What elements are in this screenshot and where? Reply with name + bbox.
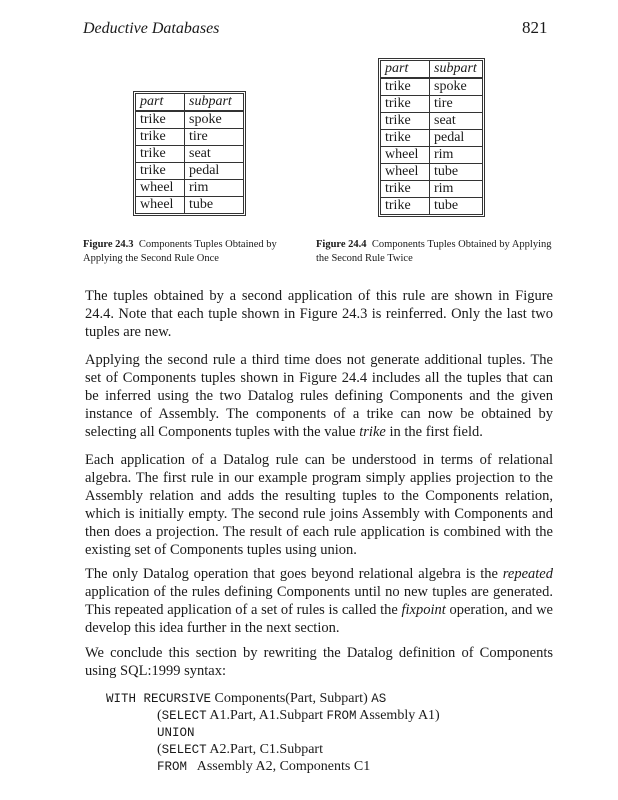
- table-row: [136, 111, 244, 129]
- cell-part: wheel: [381, 164, 430, 181]
- cell-subpart: seat: [185, 146, 244, 163]
- table-row: [136, 163, 244, 180]
- table-row: [136, 197, 244, 214]
- sql-line-2: [157, 707, 440, 725]
- cell-part: trike: [381, 181, 430, 198]
- sql-keyword: FROM: [326, 709, 357, 723]
- sql-text: Components(Part, Subpart): [211, 691, 372, 706]
- cell-part: trike: [136, 111, 185, 129]
- sql-text: Assembly A1): [356, 708, 440, 723]
- sql-keyword: SELECT: [161, 743, 207, 757]
- figure-24-4-caption: [316, 238, 556, 266]
- paragraph-text: application of the rules defining Components until no new tuples are generated. This repeated application of a set of rules is called the: [85, 584, 553, 618]
- page-number: 821: [522, 18, 548, 37]
- sql-text: (: [157, 742, 162, 757]
- paragraph-2: [85, 351, 553, 441]
- cell-part: wheel: [136, 197, 185, 214]
- cell-subpart: tube: [430, 164, 483, 181]
- table-header-row: [381, 61, 483, 79]
- cell-part: trike: [136, 129, 185, 146]
- sql-keyword: WITH RECURSIVE: [106, 692, 212, 706]
- table-row: [381, 96, 483, 113]
- paragraph-text: operation, and we develop this idea further in the next section.: [85, 602, 553, 636]
- column-header-subpart: subpart: [430, 61, 483, 79]
- cell-subpart: rim: [430, 181, 483, 198]
- table-row: [136, 146, 244, 163]
- paragraph-1: The tuples obtained by a second application of this rule are shown in Figure 24.4. Note that each tuple shown in Figure 24.3 is reinferred. Only the last two tuples are new.: [85, 288, 553, 340]
- sql-text: A2.Part, C1.Subpart: [206, 742, 323, 757]
- caption-label: Figure 24.3: [83, 239, 134, 250]
- table-row: [381, 147, 483, 164]
- sql-keyword: FROM: [157, 760, 188, 774]
- table-row: [381, 130, 483, 147]
- cell-subpart: pedal: [430, 130, 483, 147]
- paragraph-3: Each application of a Datalog rule can be understood in terms of relational algebra. The first rule in our example program simply applies projection to the Assembly relation and adds the resulting tuples to the Components relation, which is initially empty. The second rule joins Assembly with Components and then does a projection. The result of each rule application is combined with the existing set of Components tuples using union.: [85, 452, 553, 558]
- caption-text: Components Tuples Obtained by Applying the Second Rule Once: [83, 239, 277, 264]
- cell-subpart: rim: [185, 180, 244, 197]
- table-row: [136, 129, 244, 146]
- paragraph-text: The only Datalog operation that goes beyond relational algebra is the: [85, 566, 503, 582]
- cell-subpart: pedal: [185, 163, 244, 180]
- cell-subpart: tire: [430, 96, 483, 113]
- figure-24-3-caption: [83, 238, 303, 266]
- table-row: [381, 198, 483, 215]
- cell-subpart: tube: [185, 197, 244, 214]
- emphasis-repeated: repeated: [502, 566, 553, 582]
- cell-part: trike: [381, 113, 430, 130]
- cell-part: trike: [381, 96, 430, 113]
- column-header-part: part: [381, 61, 430, 79]
- sql-line-4: [157, 741, 323, 759]
- sql-line-1: [106, 690, 386, 708]
- table-row: [381, 78, 483, 96]
- cell-subpart: rim: [430, 147, 483, 164]
- cell-subpart: seat: [430, 113, 483, 130]
- table-row: [136, 180, 244, 197]
- table-row: [381, 164, 483, 181]
- column-header-part: part: [136, 94, 185, 112]
- emphasis-fixpoint: fixpoint: [401, 602, 446, 618]
- paragraph-4: [85, 565, 553, 637]
- running-header-title: Deductive Databases: [83, 20, 220, 37]
- sql-line-5: [157, 758, 370, 776]
- caption-label: Figure 24.4: [316, 239, 367, 250]
- figure-24-3-table: [135, 93, 244, 214]
- cell-subpart: tube: [430, 198, 483, 215]
- emphasis-trike: trike: [359, 424, 386, 440]
- sql-line-3: [157, 724, 195, 742]
- sql-text: A1.Part, A1.Subpart: [206, 708, 327, 723]
- cell-part: trike: [136, 146, 185, 163]
- cell-part: wheel: [381, 147, 430, 164]
- sql-keyword: SELECT: [161, 709, 207, 723]
- figure-24-4-table: [380, 60, 483, 215]
- table-row: [381, 113, 483, 130]
- cell-subpart: tire: [185, 129, 244, 146]
- sql-text: Assembly A2, Components C1: [187, 759, 371, 774]
- paragraph-text: in the first field.: [385, 424, 483, 440]
- caption-text: Components Tuples Obtained by Applying the Second Rule Twice: [316, 239, 552, 264]
- paragraph-5: We conclude this section by rewriting the Datalog definition of Components using SQL:1999 syntax:: [85, 645, 553, 679]
- sql-keyword: AS: [371, 692, 387, 706]
- cell-part: trike: [381, 198, 430, 215]
- column-header-subpart: subpart: [185, 94, 244, 112]
- cell-part: trike: [136, 163, 185, 180]
- cell-subpart: spoke: [430, 78, 483, 96]
- cell-part: trike: [381, 130, 430, 147]
- table-row: [381, 181, 483, 198]
- cell-part: wheel: [136, 180, 185, 197]
- sql-text: (: [157, 708, 162, 723]
- cell-part: trike: [381, 78, 430, 96]
- cell-subpart: spoke: [185, 111, 244, 129]
- paragraph-text: Applying the second rule a third time does not generate additional tuples. The set of Components tuples shown in Figure 24.4 includes all the tuples that can be inferred using the two Datalog rules defining Components and the given instance of Assembly. The components of a trike can now be obtained by selecting all Components tuples with the value: [85, 352, 553, 440]
- sql-keyword: UNION: [157, 726, 195, 740]
- table-header-row: [136, 94, 244, 112]
